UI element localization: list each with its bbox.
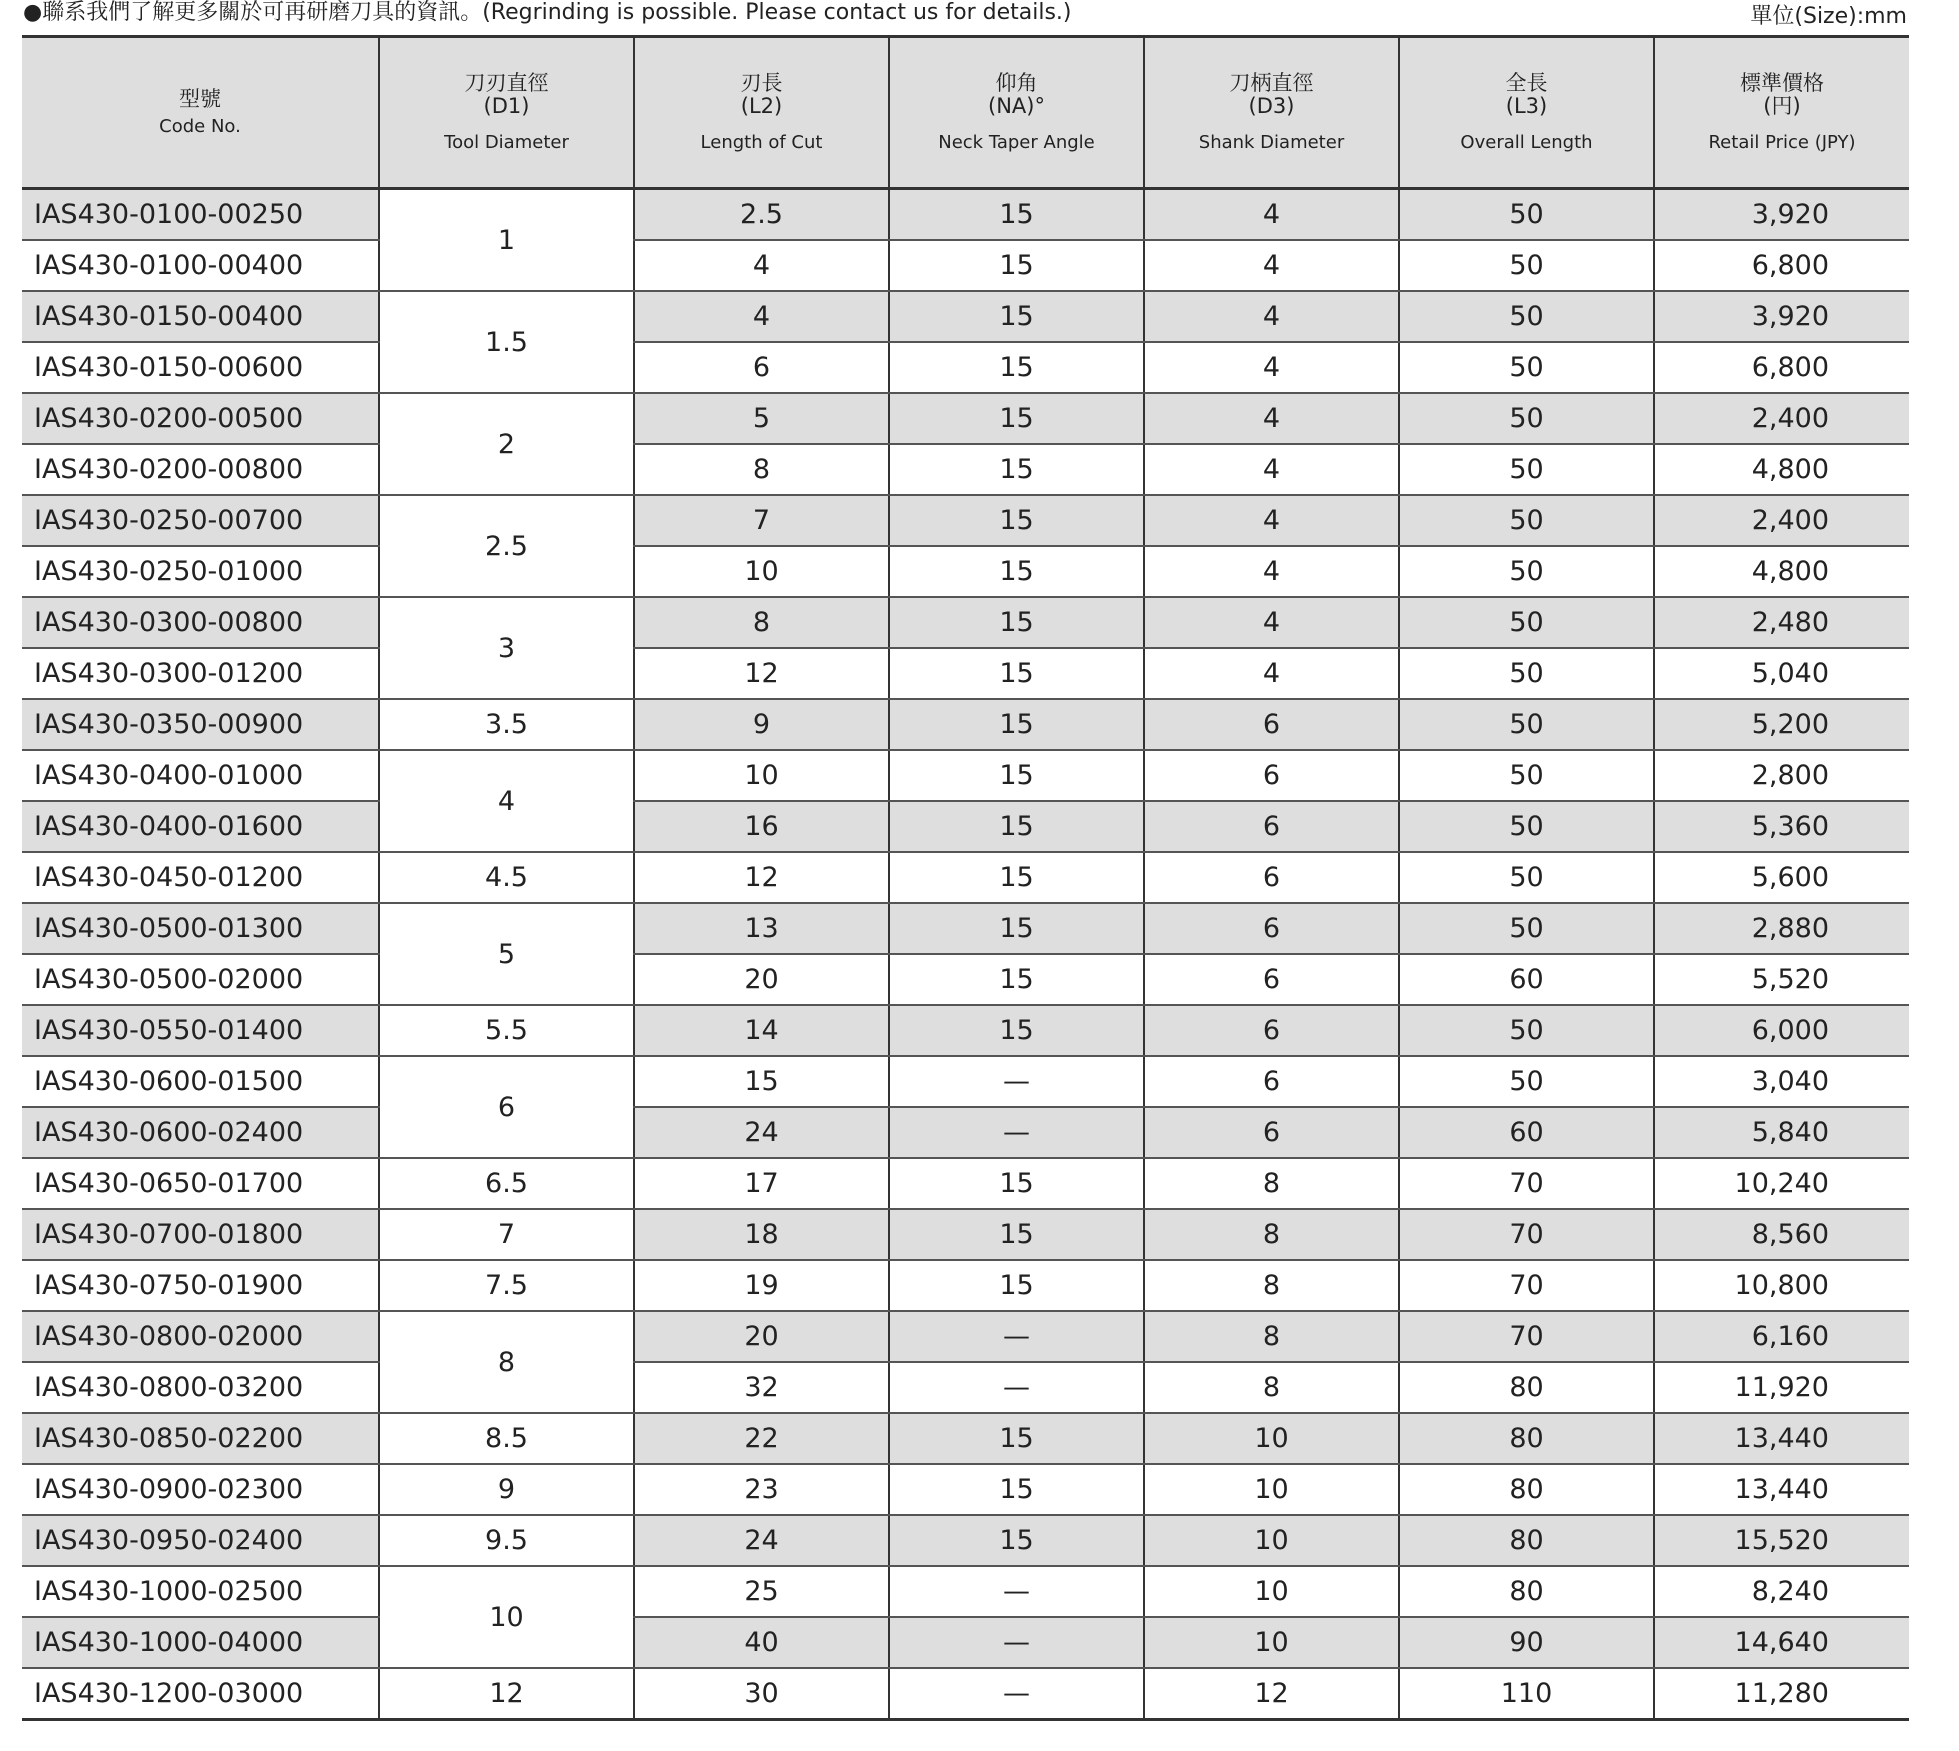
shank-diameter-cell: 6 [1144, 1056, 1399, 1107]
retail-price-cell: 6,800 [1654, 342, 1909, 393]
retail-price-cell: 5,840 [1654, 1107, 1909, 1158]
overall-length-cell: 50 [1399, 1056, 1654, 1107]
code-cell: IAS430-1200-03000 [22, 1668, 379, 1720]
length-of-cut-cell: 32 [634, 1362, 889, 1413]
retail-price-cell: 13,440 [1654, 1413, 1909, 1464]
overall-length-cell: 70 [1399, 1158, 1654, 1209]
header-label-en: Neck Taper Angle [938, 132, 1095, 153]
neck-taper-angle-cell: 15 [889, 852, 1144, 903]
retail-price-cell: 6,800 [1654, 240, 1909, 291]
overall-length-cell: 50 [1399, 903, 1654, 954]
shank-diameter-cell: 4 [1144, 444, 1399, 495]
table-row [22, 750, 1909, 801]
shank-diameter-cell: 4 [1144, 393, 1399, 444]
code-cell: IAS430-0600-02400 [22, 1107, 379, 1158]
tool-diameter-cell: 6.5 [379, 1158, 634, 1209]
header-row [22, 37, 1909, 189]
length-of-cut-cell: 10 [634, 546, 889, 597]
neck-taper-angle-cell: 15 [889, 1209, 1144, 1260]
tool-diameter-cell: 7.5 [379, 1260, 634, 1311]
overall-length-cell: 50 [1399, 495, 1654, 546]
retail-price-cell: 5,040 [1654, 648, 1909, 699]
header-label-symbol: (D3) [1248, 94, 1295, 118]
tool-diameter-cell: 3 [379, 597, 634, 699]
retail-price-cell: 2,800 [1654, 750, 1909, 801]
length-of-cut-cell: 25 [634, 1566, 889, 1617]
length-of-cut-cell: 12 [634, 852, 889, 903]
shank-diameter-cell: 4 [1144, 189, 1399, 241]
shank-diameter-cell: 4 [1144, 546, 1399, 597]
neck-taper-angle-cell: 15 [889, 954, 1144, 1005]
table-row [22, 1311, 1909, 1362]
header-label-zh: 刀刃直徑 [464, 71, 549, 95]
retail-price-cell: 3,040 [1654, 1056, 1909, 1107]
tool-diameter-cell: 5 [379, 903, 634, 1005]
length-of-cut-cell: 13 [634, 903, 889, 954]
table-row [22, 699, 1909, 750]
code-cell: IAS430-0150-00400 [22, 291, 379, 342]
shank-diameter-cell: 10 [1144, 1566, 1399, 1617]
header-length-of-cut [634, 37, 889, 189]
shank-diameter-cell: 4 [1144, 240, 1399, 291]
retail-price-cell: 5,600 [1654, 852, 1909, 903]
code-cell: IAS430-1000-04000 [22, 1617, 379, 1668]
code-cell: IAS430-0150-00600 [22, 342, 379, 393]
code-cell: IAS430-0800-03200 [22, 1362, 379, 1413]
shank-diameter-cell: 6 [1144, 954, 1399, 1005]
code-cell: IAS430-0200-00500 [22, 393, 379, 444]
retail-price-cell: 6,160 [1654, 1311, 1909, 1362]
length-of-cut-cell: 8 [634, 597, 889, 648]
table-row [22, 1413, 1909, 1464]
neck-taper-angle-cell: 15 [889, 699, 1144, 750]
neck-taper-angle-cell: 15 [889, 189, 1144, 241]
neck-taper-angle-cell: 15 [889, 648, 1144, 699]
table-row [22, 954, 1909, 1005]
retail-price-cell: 10,800 [1654, 1260, 1909, 1311]
neck-taper-angle-cell: 15 [889, 1158, 1144, 1209]
table-row [22, 1668, 1909, 1720]
retail-price-cell: 2,480 [1654, 597, 1909, 648]
length-of-cut-cell: 6 [634, 342, 889, 393]
length-of-cut-cell: 18 [634, 1209, 889, 1260]
table-row [22, 648, 1909, 699]
length-of-cut-cell: 20 [634, 1311, 889, 1362]
table-row [22, 1107, 1909, 1158]
code-cell: IAS430-0200-00800 [22, 444, 379, 495]
code-cell: IAS430-0850-02200 [22, 1413, 379, 1464]
table-row [22, 1617, 1909, 1668]
overall-length-cell: 50 [1399, 393, 1654, 444]
neck-taper-angle-cell: — [889, 1107, 1144, 1158]
header-label-zh: 刀柄直徑 [1229, 71, 1314, 95]
tool-diameter-cell: 1 [379, 189, 634, 292]
header-overall-length [1399, 37, 1654, 189]
header-label-en: Tool Diameter [444, 132, 569, 153]
overall-length-cell: 90 [1399, 1617, 1654, 1668]
shank-diameter-cell: 10 [1144, 1413, 1399, 1464]
retail-price-cell: 5,360 [1654, 801, 1909, 852]
retail-price-cell: 11,280 [1654, 1668, 1909, 1720]
shank-diameter-cell: 8 [1144, 1260, 1399, 1311]
header-tool-diameter [379, 37, 634, 189]
table-row [22, 495, 1909, 546]
tool-diameter-cell: 8.5 [379, 1413, 634, 1464]
neck-taper-angle-cell: 15 [889, 1260, 1144, 1311]
neck-taper-angle-cell: 15 [889, 444, 1144, 495]
code-cell: IAS430-0300-00800 [22, 597, 379, 648]
retail-price-cell: 2,400 [1654, 495, 1909, 546]
code-cell: IAS430-0250-00700 [22, 495, 379, 546]
retail-price-cell: 8,560 [1654, 1209, 1909, 1260]
shank-diameter-cell: 10 [1144, 1515, 1399, 1566]
code-cell: IAS430-0700-01800 [22, 1209, 379, 1260]
neck-taper-angle-cell: 15 [889, 597, 1144, 648]
neck-taper-angle-cell: 15 [889, 1464, 1144, 1515]
tool-diameter-cell: 12 [379, 1668, 634, 1720]
shank-diameter-cell: 4 [1144, 495, 1399, 546]
code-cell: IAS430-0100-00250 [22, 189, 379, 241]
tool-diameter-cell: 3.5 [379, 699, 634, 750]
neck-taper-angle-cell: 15 [889, 1515, 1144, 1566]
tool-diameter-cell: 5.5 [379, 1005, 634, 1056]
header-shank-diameter [1144, 37, 1399, 189]
length-of-cut-cell: 24 [634, 1515, 889, 1566]
length-of-cut-cell: 4 [634, 291, 889, 342]
shank-diameter-cell: 6 [1144, 1005, 1399, 1056]
neck-taper-angle-cell: — [889, 1668, 1144, 1720]
retail-price-cell: 13,440 [1654, 1464, 1909, 1515]
neck-taper-angle-cell: 15 [889, 750, 1144, 801]
code-cell: IAS430-0400-01000 [22, 750, 379, 801]
overall-length-cell: 50 [1399, 240, 1654, 291]
neck-taper-angle-cell: 15 [889, 495, 1144, 546]
code-cell: IAS430-0750-01900 [22, 1260, 379, 1311]
tool-diameter-cell: 7 [379, 1209, 634, 1260]
overall-length-cell: 70 [1399, 1209, 1654, 1260]
overall-length-cell: 50 [1399, 1005, 1654, 1056]
table-row [22, 1158, 1909, 1209]
length-of-cut-cell: 23 [634, 1464, 889, 1515]
neck-taper-angle-cell: 15 [889, 546, 1144, 597]
code-cell: IAS430-1000-02500 [22, 1566, 379, 1617]
table-row [22, 1209, 1909, 1260]
overall-length-cell: 80 [1399, 1464, 1654, 1515]
header-label-symbol: (円) [1763, 94, 1801, 118]
overall-length-cell: 60 [1399, 954, 1654, 1005]
overall-length-cell: 80 [1399, 1515, 1654, 1566]
retail-price-cell: 8,240 [1654, 1566, 1909, 1617]
header-label-symbol: (NA)° [988, 94, 1045, 118]
retail-price-cell: 5,200 [1654, 699, 1909, 750]
retail-price-cell: 4,800 [1654, 444, 1909, 495]
table-row [22, 444, 1909, 495]
header-label-en: Overall Length [1460, 132, 1593, 153]
retail-price-cell: 10,240 [1654, 1158, 1909, 1209]
code-cell: IAS430-0400-01600 [22, 801, 379, 852]
table-row [22, 597, 1909, 648]
tool-diameter-cell: 4 [379, 750, 634, 852]
overall-length-cell: 80 [1399, 1566, 1654, 1617]
overall-length-cell: 50 [1399, 291, 1654, 342]
length-of-cut-cell: 2.5 [634, 189, 889, 241]
overall-length-cell: 50 [1399, 648, 1654, 699]
table-row [22, 189, 1909, 241]
shank-diameter-cell: 4 [1144, 597, 1399, 648]
length-of-cut-cell: 30 [634, 1668, 889, 1720]
length-of-cut-cell: 16 [634, 801, 889, 852]
length-of-cut-cell: 5 [634, 393, 889, 444]
table-row [22, 1260, 1909, 1311]
neck-taper-angle-cell: — [889, 1056, 1144, 1107]
overall-length-cell: 110 [1399, 1668, 1654, 1720]
table-row [22, 1566, 1909, 1617]
shank-diameter-cell: 12 [1144, 1668, 1399, 1720]
header-label-en: Retail Price (JPY) [1708, 132, 1856, 153]
length-of-cut-cell: 14 [634, 1005, 889, 1056]
shank-diameter-cell: 8 [1144, 1362, 1399, 1413]
shank-diameter-cell: 4 [1144, 648, 1399, 699]
header-label-en: Shank Diameter [1198, 132, 1345, 153]
shank-diameter-cell: 8 [1144, 1158, 1399, 1209]
code-cell: IAS430-0650-01700 [22, 1158, 379, 1209]
length-of-cut-cell: 12 [634, 648, 889, 699]
length-of-cut-cell: 40 [634, 1617, 889, 1668]
unit-label: 單位(Size):mm [1750, 4, 1907, 29]
overall-length-cell: 50 [1399, 546, 1654, 597]
neck-taper-angle-cell: — [889, 1362, 1144, 1413]
overall-length-cell: 80 [1399, 1362, 1654, 1413]
header-code-no [22, 37, 379, 189]
length-of-cut-cell: 9 [634, 699, 889, 750]
code-cell: IAS430-0950-02400 [22, 1515, 379, 1566]
table-row [22, 1362, 1909, 1413]
neck-taper-angle-cell: — [889, 1566, 1144, 1617]
overall-length-cell: 50 [1399, 342, 1654, 393]
overall-length-cell: 50 [1399, 801, 1654, 852]
overall-length-cell: 50 [1399, 750, 1654, 801]
table-row [22, 852, 1909, 903]
shank-diameter-cell: 10 [1144, 1617, 1399, 1668]
neck-taper-angle-cell: 15 [889, 903, 1144, 954]
code-cell: IAS430-0250-01000 [22, 546, 379, 597]
shank-diameter-cell: 6 [1144, 1107, 1399, 1158]
code-cell: IAS430-0550-01400 [22, 1005, 379, 1056]
shank-diameter-cell: 6 [1144, 801, 1399, 852]
tool-diameter-cell: 2 [379, 393, 634, 495]
header-label-zh: 型號 [179, 86, 221, 111]
spec-table [22, 35, 1909, 1721]
spec-table-body [22, 189, 1909, 1720]
overall-length-cell: 50 [1399, 444, 1654, 495]
retail-price-cell: 5,520 [1654, 954, 1909, 1005]
length-of-cut-cell: 10 [634, 750, 889, 801]
header-label-symbol: (L3) [1505, 94, 1548, 118]
overall-length-cell: 50 [1399, 597, 1654, 648]
overall-length-cell: 50 [1399, 852, 1654, 903]
code-cell: IAS430-0300-01200 [22, 648, 379, 699]
table-row [22, 291, 1909, 342]
header-label-en: Code No. [159, 115, 241, 137]
header-label-symbol: (L2) [740, 94, 783, 118]
overall-length-cell: 50 [1399, 699, 1654, 750]
neck-taper-angle-cell: 15 [889, 342, 1144, 393]
length-of-cut-cell: 22 [634, 1413, 889, 1464]
table-row [22, 1464, 1909, 1515]
header-neck-taper-angle [889, 37, 1144, 189]
neck-taper-angle-cell: 15 [889, 1413, 1144, 1464]
table-row [22, 1056, 1909, 1107]
overall-length-cell: 60 [1399, 1107, 1654, 1158]
tool-diameter-cell: 6 [379, 1056, 634, 1158]
table-row [22, 342, 1909, 393]
code-cell: IAS430-0100-00400 [22, 240, 379, 291]
shank-diameter-cell: 6 [1144, 750, 1399, 801]
length-of-cut-cell: 24 [634, 1107, 889, 1158]
shank-diameter-cell: 6 [1144, 903, 1399, 954]
table-row [22, 1515, 1909, 1566]
shank-diameter-cell: 4 [1144, 291, 1399, 342]
table-row [22, 801, 1909, 852]
code-cell: IAS430-0900-02300 [22, 1464, 379, 1515]
tool-diameter-cell: 9.5 [379, 1515, 634, 1566]
neck-taper-angle-cell: 15 [889, 801, 1144, 852]
tool-diameter-cell: 10 [379, 1566, 634, 1668]
neck-taper-angle-cell: 15 [889, 393, 1144, 444]
table-row [22, 546, 1909, 597]
table-row [22, 1005, 1909, 1056]
header-retail-price [1654, 37, 1909, 189]
length-of-cut-cell: 20 [634, 954, 889, 1005]
length-of-cut-cell: 15 [634, 1056, 889, 1107]
retail-price-cell: 15,520 [1654, 1515, 1909, 1566]
tool-diameter-cell: 1.5 [379, 291, 634, 393]
overall-length-cell: 70 [1399, 1311, 1654, 1362]
header-label-symbol: (D1) [483, 94, 530, 118]
table-row [22, 903, 1909, 954]
header-label-zh: 標準價格 [1740, 71, 1824, 95]
shank-diameter-cell: 8 [1144, 1209, 1399, 1260]
table-row [22, 393, 1909, 444]
length-of-cut-cell: 17 [634, 1158, 889, 1209]
shank-diameter-cell: 6 [1144, 852, 1399, 903]
shank-diameter-cell: 8 [1144, 1311, 1399, 1362]
tool-diameter-cell: 9 [379, 1464, 634, 1515]
code-cell: IAS430-0350-00900 [22, 699, 379, 750]
retail-price-cell: 6,000 [1654, 1005, 1909, 1056]
overall-length-cell: 80 [1399, 1413, 1654, 1464]
code-cell: IAS430-0800-02000 [22, 1311, 379, 1362]
length-of-cut-cell: 4 [634, 240, 889, 291]
retail-price-cell: 14,640 [1654, 1617, 1909, 1668]
table-row [22, 240, 1909, 291]
header-label-zh: 刃長 [740, 71, 783, 95]
length-of-cut-cell: 7 [634, 495, 889, 546]
tool-diameter-cell: 8 [379, 1311, 634, 1413]
length-of-cut-cell: 19 [634, 1260, 889, 1311]
length-of-cut-cell: 8 [634, 444, 889, 495]
code-cell: IAS430-0500-02000 [22, 954, 379, 1005]
header-label-zh: 仰角 [995, 71, 1038, 95]
code-cell: IAS430-0600-01500 [22, 1056, 379, 1107]
retail-price-cell: 4,800 [1654, 546, 1909, 597]
retail-price-cell: 2,400 [1654, 393, 1909, 444]
header-label-en: Length of Cut [700, 132, 823, 153]
neck-taper-angle-cell: 15 [889, 240, 1144, 291]
neck-taper-angle-cell: — [889, 1617, 1144, 1668]
header-label-zh: 全長 [1505, 71, 1548, 95]
retail-price-cell: 3,920 [1654, 189, 1909, 241]
neck-taper-angle-cell: 15 [889, 291, 1144, 342]
retail-price-cell: 2,880 [1654, 903, 1909, 954]
code-cell: IAS430-0500-01300 [22, 903, 379, 954]
overall-length-cell: 70 [1399, 1260, 1654, 1311]
shank-diameter-cell: 10 [1144, 1464, 1399, 1515]
overall-length-cell: 50 [1399, 189, 1654, 241]
neck-taper-angle-cell: — [889, 1311, 1144, 1362]
neck-taper-angle-cell: 15 [889, 1005, 1144, 1056]
shank-diameter-cell: 6 [1144, 699, 1399, 750]
regrinding-note: ●聯系我們了解更多關於可再研磨刀具的資訊。(Regrinding is possible. Please contact us for details.) [23, 0, 1072, 25]
tool-diameter-cell: 4.5 [379, 852, 634, 903]
tool-diameter-cell: 2.5 [379, 495, 634, 597]
code-cell: IAS430-0450-01200 [22, 852, 379, 903]
retail-price-cell: 11,920 [1654, 1362, 1909, 1413]
shank-diameter-cell: 4 [1144, 342, 1399, 393]
retail-price-cell: 3,920 [1654, 291, 1909, 342]
